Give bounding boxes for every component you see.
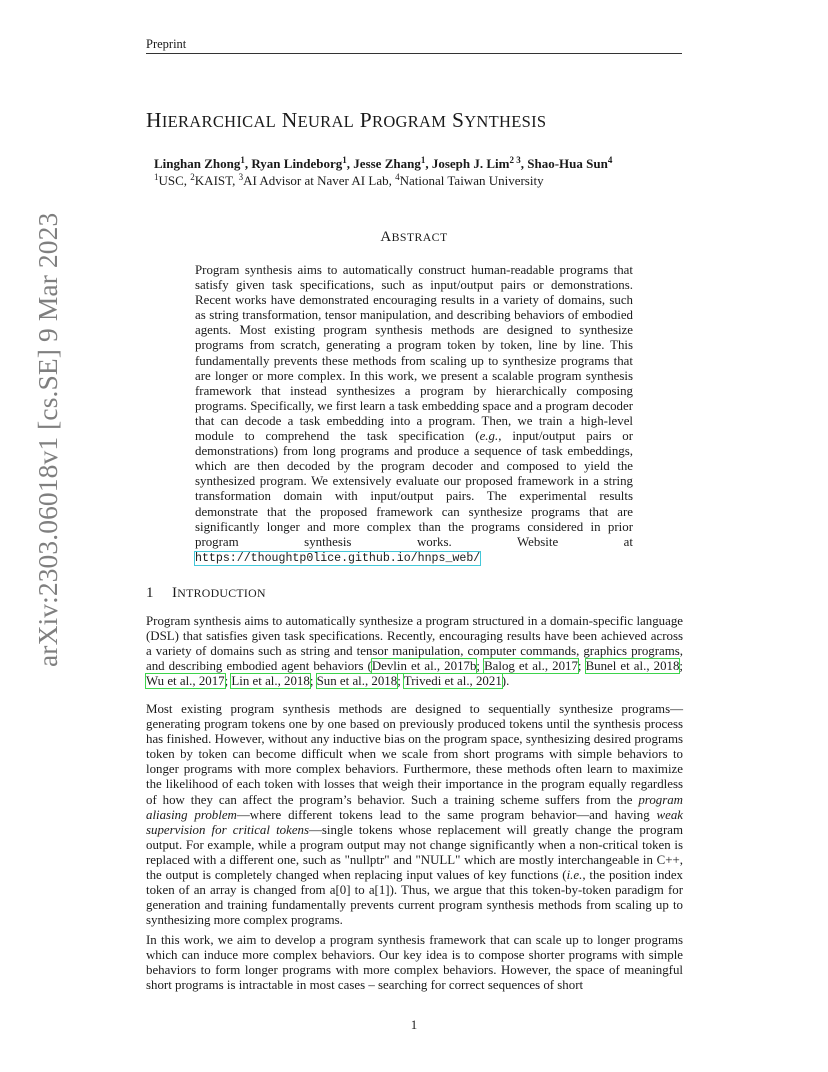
abstract-eg: e.g. — [479, 429, 499, 444]
author-affiliation-mark: 2 3 — [509, 155, 521, 165]
affiliation-mark: 1 — [154, 172, 159, 182]
citation-link[interactable]: Bunel et al., 2018 — [585, 659, 680, 674]
author-name: Ryan Lindeborg — [251, 156, 343, 171]
page-number: 1 — [410, 1018, 418, 1032]
author-affiliation-mark: 1 — [342, 155, 347, 165]
author-separator: , — [520, 156, 528, 171]
abstract-text: , input/output pairs or demonstrations) from long programs and produce a sequence of task embeddings, which are then decoded by the program decoder and composed to yield the synthesized program. We extensively evaluate our proposed framework in a string transformation domain with input/output pairs. The experimental results demonstrate that the proposed framework can synthesize programs that are significantly longer and more complex than the programs considered in prior program synthesis works. Website at — [195, 429, 633, 549]
author-name: Jesse Zhang — [353, 156, 421, 171]
section-title-rest: NTRODUCTION — [177, 586, 266, 600]
author-affiliation-mark: 1 — [240, 155, 245, 165]
title-word-rest: IERARCHICAL — [161, 112, 277, 131]
abstract-heading-rest: BSTRACT — [391, 230, 448, 244]
title-word-initial: S — [451, 108, 465, 132]
abstract-heading — [146, 228, 682, 246]
emphasis-text: i.e. — [566, 868, 583, 883]
abstract-body — [195, 263, 633, 566]
abstract-text: Program synthesis aims to automatically construct human-readable programs that satisfy given task specifications, such as input/output pairs or demonstrations. Recent works have demonstrated encouraging results in a variety of domains, such as string transformation, tensor manipulation, and describing behaviors of embodied agents. Most existing program synthesis methods are designed to synthesize programs from scratch, generating a program token by token, line by line. This fundamentally prevents these methods from scaling up to synthesize programs that are longer or more complex. In this work, we present a scalable program synthesis framework that instead synthesizes a program by hierarchically composing programs. Specifically, we first learn a task embedding space and a program decoder that can decode a task embedding into a program. Then, we train a high-level module to comprehend the task specification ( — [195, 263, 633, 444]
section-number: 1 — [146, 585, 154, 601]
author-name: Linghan Zhong — [154, 156, 241, 171]
affiliation-text: National Taiwan University — [399, 173, 544, 188]
paragraph-text: —single tokens whose replacement will greatly change the program output. For example, while a program output may not change significantly when a non-critical token is replaced with a different one, such as "nullptr" and "NULL" which are mostly interchangeable in C++, the output is completely changed when replacing input values of key functions ( — [146, 822, 683, 883]
website-link[interactable]: https://thoughtp0lice.github.io/hnps_web/ — [195, 551, 481, 565]
arxiv-identifier-stamp: arXiv:2303.06018v1 [cs.SE] 9 Mar 2023 — [32, 212, 63, 667]
paragraph-text: Program synthesis aims to automatically synthesize a program structured in a domain-specific language (DSL) that satisfies given task specifications. Recently, encouraging results have been achieved across a variety of domains such as string and tensor manipulation, computer commands, graphics programs, and describing embodied agent behaviors ( — [146, 614, 683, 674]
emphasis-text: program aliasing problem — [146, 792, 683, 822]
author-affiliation-mark: 1 — [420, 155, 426, 165]
affiliation-text: KAIST, — [194, 173, 239, 188]
title-word-rest: EURAL — [297, 112, 355, 131]
affiliation-line — [154, 172, 544, 189]
intro-paragraph: Program synthesis aims to automatically synthesize a program structured in a domain-specific language (DSL) that satisfies given task specifications. Recently, encouraging results have been achieved across a variety of domains such as string and tensor manipulation, computer commands, graphics programs, and describing embodied agent behaviors (Devlin et al., 2017b; Balog et al., 2017; Bunel et al., 2018; Wu et al., 2017; Lin et al., 2018; Sun et al., 2018; Trivedi et al., 2021). — [146, 614, 683, 689]
abstract-heading-initial: A — [380, 229, 392, 245]
paragraph-text: , the position index token of an array is changed from a[0] to a[1]). Thus, we argue that this token-by-token paradigm for generation and training fundamentally prevents current program synthesis methods from scaling up to synthesizing more complex programs. — [146, 868, 683, 928]
affiliation-mark: 3 — [238, 172, 244, 182]
intro-paragraph: In this work, we aim to develop a program synthesis framework that can scale up to longer programs which can induce more complex behaviors. Our key idea is to compose shorter programs with simple behaviors to form longer programs with more complex behaviors. However, the space of meaningful short programs is intractable in most cases – searching for correct sequences of short — [146, 933, 683, 993]
citation-link[interactable]: Balog et al., 2017 — [484, 659, 578, 674]
affiliation-mark: 2 — [190, 172, 195, 182]
title-word-initial: H — [146, 108, 162, 132]
title-word-rest: YNTHESIS — [464, 112, 547, 131]
affiliation-text: USC, — [158, 173, 191, 188]
title-word-rest: ROGRAM — [372, 112, 447, 131]
section-heading-introduction — [146, 584, 266, 602]
citation-link[interactable]: Trivedi et al., 2021 — [403, 674, 502, 689]
citation-link[interactable]: Lin et al., 2018 — [231, 674, 310, 689]
title-word-initial: P — [359, 108, 373, 132]
intro-paragraph — [146, 702, 683, 928]
paragraph-text: Most existing program synthesis methods are designed to sequentially synthesize programs—generating program tokens one by one based on previously produced tokens until the synthesis process has finished. However, without any inductive bias on the program space, synthesizing desired programs token by token can become difficult when we scale from short programs with simple behaviors to longer programs with more complex behaviors. Furthermore, these methods often learn to maximize the likelihood of each token with losses that weigh their importance in the program equally regardless of how they can affect the program’s behavior. Such a training scheme suffers from the — [146, 702, 683, 807]
author-name: Joseph J. Lim — [431, 156, 510, 171]
author-list — [154, 155, 612, 172]
citation-link[interactable]: Devlin et al., 2017b — [371, 659, 477, 674]
affiliation-text: AI Advisor at Naver AI Lab, — [243, 173, 396, 188]
citation-link[interactable]: Sun et al., 2018 — [316, 674, 398, 689]
emphasis-text: weak supervision for critical tokens — [146, 807, 683, 837]
author-separator: , — [425, 156, 432, 171]
author-separator: , — [244, 156, 252, 171]
header-rule — [146, 53, 682, 54]
paragraph-text: —where different tokens lead to the same program behavior—and having — [236, 807, 657, 822]
author-affiliation-mark: 4 — [607, 155, 613, 165]
paragraph-text: ). — [501, 674, 510, 689]
citation-link[interactable]: Wu et al., 2017 — [146, 674, 225, 689]
section-title-initial: I — [172, 585, 178, 601]
paper-title — [146, 106, 546, 136]
affiliation-mark: 4 — [395, 172, 400, 182]
running-head: Preprint — [146, 37, 187, 51]
title-word-initial: N — [281, 108, 298, 132]
author-name: Shao-Hua Sun — [527, 156, 608, 171]
author-separator: , — [346, 156, 354, 171]
